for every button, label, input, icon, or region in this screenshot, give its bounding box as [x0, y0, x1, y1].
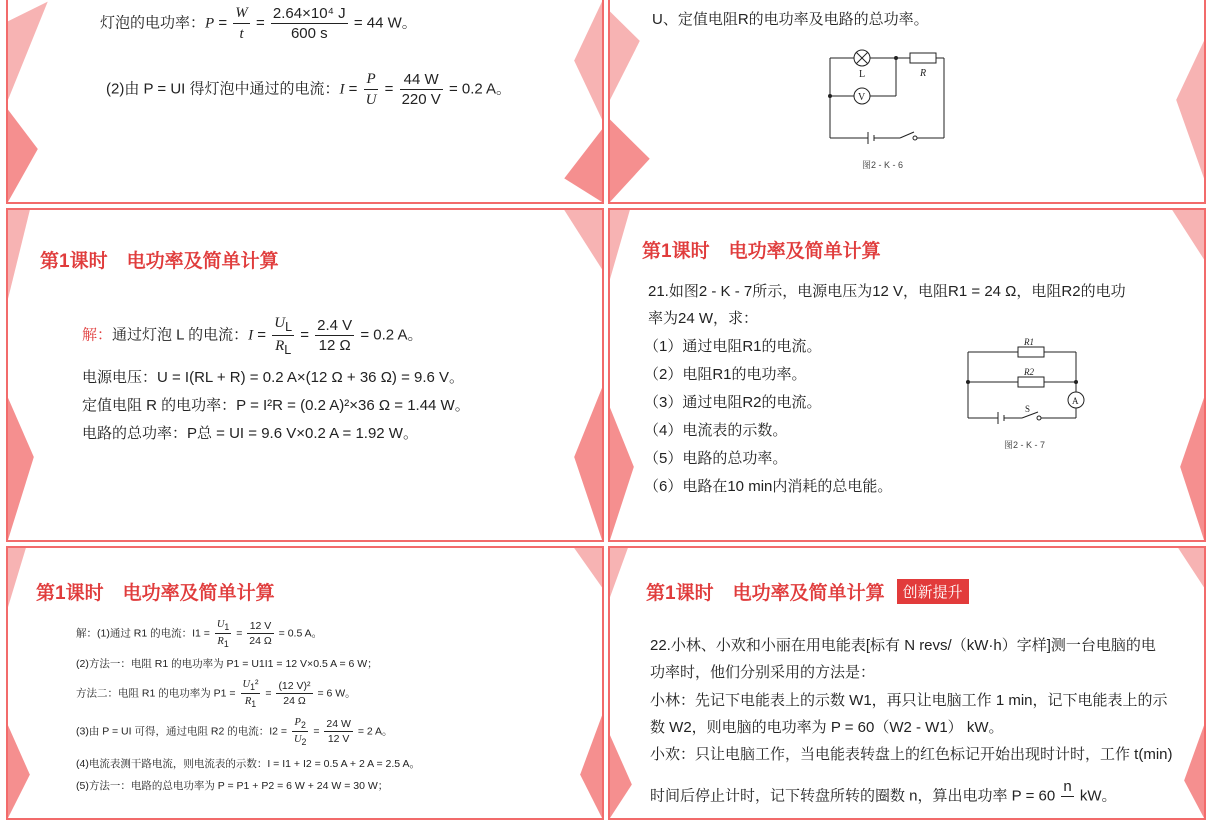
s4-q-line1: 21.如图2 - K - 7所示，电源电压为12 V，电阻R1 = 24 Ω，电阻R2的电功	[648, 283, 1126, 300]
s3-line3: 定值电阻 R 的电功率：P = I²R = (0.2 A)²×36 Ω = 1.44 W。	[82, 397, 470, 414]
innovation-tag: 创新提升	[897, 579, 969, 604]
s5-line3: 方法二：电阻 R1 的电功率为 P1 = $\frac{U_1^2}{R_1}$ = $\frac{\text{(12 V)²}}{24 \Omega}$ = 6 W。	[76, 678, 356, 710]
s4-item-6: （6）电路在10 min内消耗的总电能。	[644, 478, 893, 495]
s4-item-3: （3）通过电阻R2的电流。	[644, 394, 822, 411]
s4-item-4: （4）电流表的示数。	[644, 422, 788, 439]
s6-line5: 小欢：只让电脑工作，当电能表转盘上的红色标记开始出现时计时，工作 t(min)	[650, 746, 1173, 763]
s4-q-line2: 率为24 W，求：	[648, 310, 759, 327]
label-V: V	[858, 92, 866, 103]
s4-item-5: （5）电路的总功率。	[644, 450, 788, 467]
s4-fig-caption: 图2 - K - 7	[1004, 440, 1046, 450]
s3-line2: 电源电压：U = I(RL + R) = 0.2 A×(12 Ω + 36 Ω) = 9.6 V。	[82, 369, 465, 386]
s5-line2: (2)方法一：电阻 R1 的电功率为 P1 = U1I1 = 12 V×0.5 A = 6 W；	[76, 658, 378, 670]
s1-line2: (2)由 P = UI 得灯泡中通过的电流：I = $\frac{P}{U}$ = $\frac{44 W}{220 V}$ = 0.2 A。	[106, 71, 512, 108]
s6-line3: 小林：先记下电能表上的示数 W1，再只让电脑工作 1 min，记下电能表上的示	[650, 692, 1168, 709]
label-S: S	[1025, 404, 1031, 414]
s6-line4: 数 W2，则电脑的电功率为 P = 60（W2 - W1） kW。	[650, 719, 1004, 736]
s2-text: U、定值电阻R的电功率及电路的总功率。	[652, 11, 929, 28]
s6-title: 第1课时 电功率及简单计算 创新提升	[646, 578, 969, 605]
slide-1[interactable]	[6, 0, 604, 204]
circuit-diagram-k6	[820, 44, 950, 144]
s3-title: 第1课时 电功率及简单计算	[40, 251, 279, 272]
s6-line1: 22.小林、小欢和小丽在用电能表[标有 N revs/（kW·h）字样]测一台电脑的电	[650, 637, 1156, 654]
slide-2[interactable]	[608, 0, 1206, 204]
slide-4[interactable]	[608, 208, 1206, 542]
s4-item-2: （2）电阻R1的电功率。	[644, 366, 807, 383]
s1-line1: 灯泡的电功率：P = $\frac{W}{t}$ = $\frac{\text{2.64×10⁴ J}}{600 s}$ = 44 W。	[100, 5, 417, 42]
s6-line6: 时间后停止计时，记下转盘所转的圈数 n，算出电功率 P = 60 n kW。	[650, 778, 1117, 805]
circuit-diagram-k7	[962, 336, 1094, 428]
label-R: R	[920, 68, 927, 79]
s5-line5: (4)电流表测干路电流，则电流表的示数：I = I1 + I2 = 0.5 A + 2 A = 2.5 A。	[76, 758, 420, 770]
s4-title: 第1课时 电功率及简单计算	[642, 241, 881, 262]
slide-5[interactable]	[6, 546, 604, 820]
slide-6[interactable]	[608, 546, 1206, 820]
s5-line6: (5)方法一：电路的总电功率为 P = P1 + P2 = 6 W + 24 W = 30 W；	[76, 780, 389, 792]
label-A: A	[1072, 396, 1079, 406]
s3-line1: 解：通过灯泡 L 的电流：I = $\frac{U_L}{R_L}$ = $\frac{2.4 V}{12 \Omega}$ = 0.2 A。	[82, 315, 423, 357]
s3-line4: 电路的总功率：P总 = UI = 9.6 V×0.2 A = 1.92 W。	[82, 425, 418, 442]
s6-line2: 功率时，他们分别采用的方法是：	[650, 664, 876, 681]
s5-line4: (3)由 P = UI 可得，通过电阻 R2 的电流：I2 = $\frac{P_2}{U_2}$ = $\frac{24 W}{12 V}$ = 2 A。	[76, 717, 393, 748]
label-R1: R1	[1024, 337, 1034, 347]
label-R2: R2	[1024, 367, 1034, 377]
slide-3[interactable]	[6, 208, 604, 542]
label-L: L	[859, 69, 866, 80]
s5-title: 第1课时 电功率及简单计算	[36, 583, 275, 604]
s2-fig-caption: 图2 - K - 6	[862, 160, 904, 170]
s4-item-1: （1）通过电阻R1的电流。	[644, 338, 822, 355]
s5-line1: 解：(1)通过 R1 的电流：I1 = $\frac{U_1}{R_1}$ = $\frac{12 V}{24 \Omega}$ = 0.5 A。	[76, 619, 323, 650]
